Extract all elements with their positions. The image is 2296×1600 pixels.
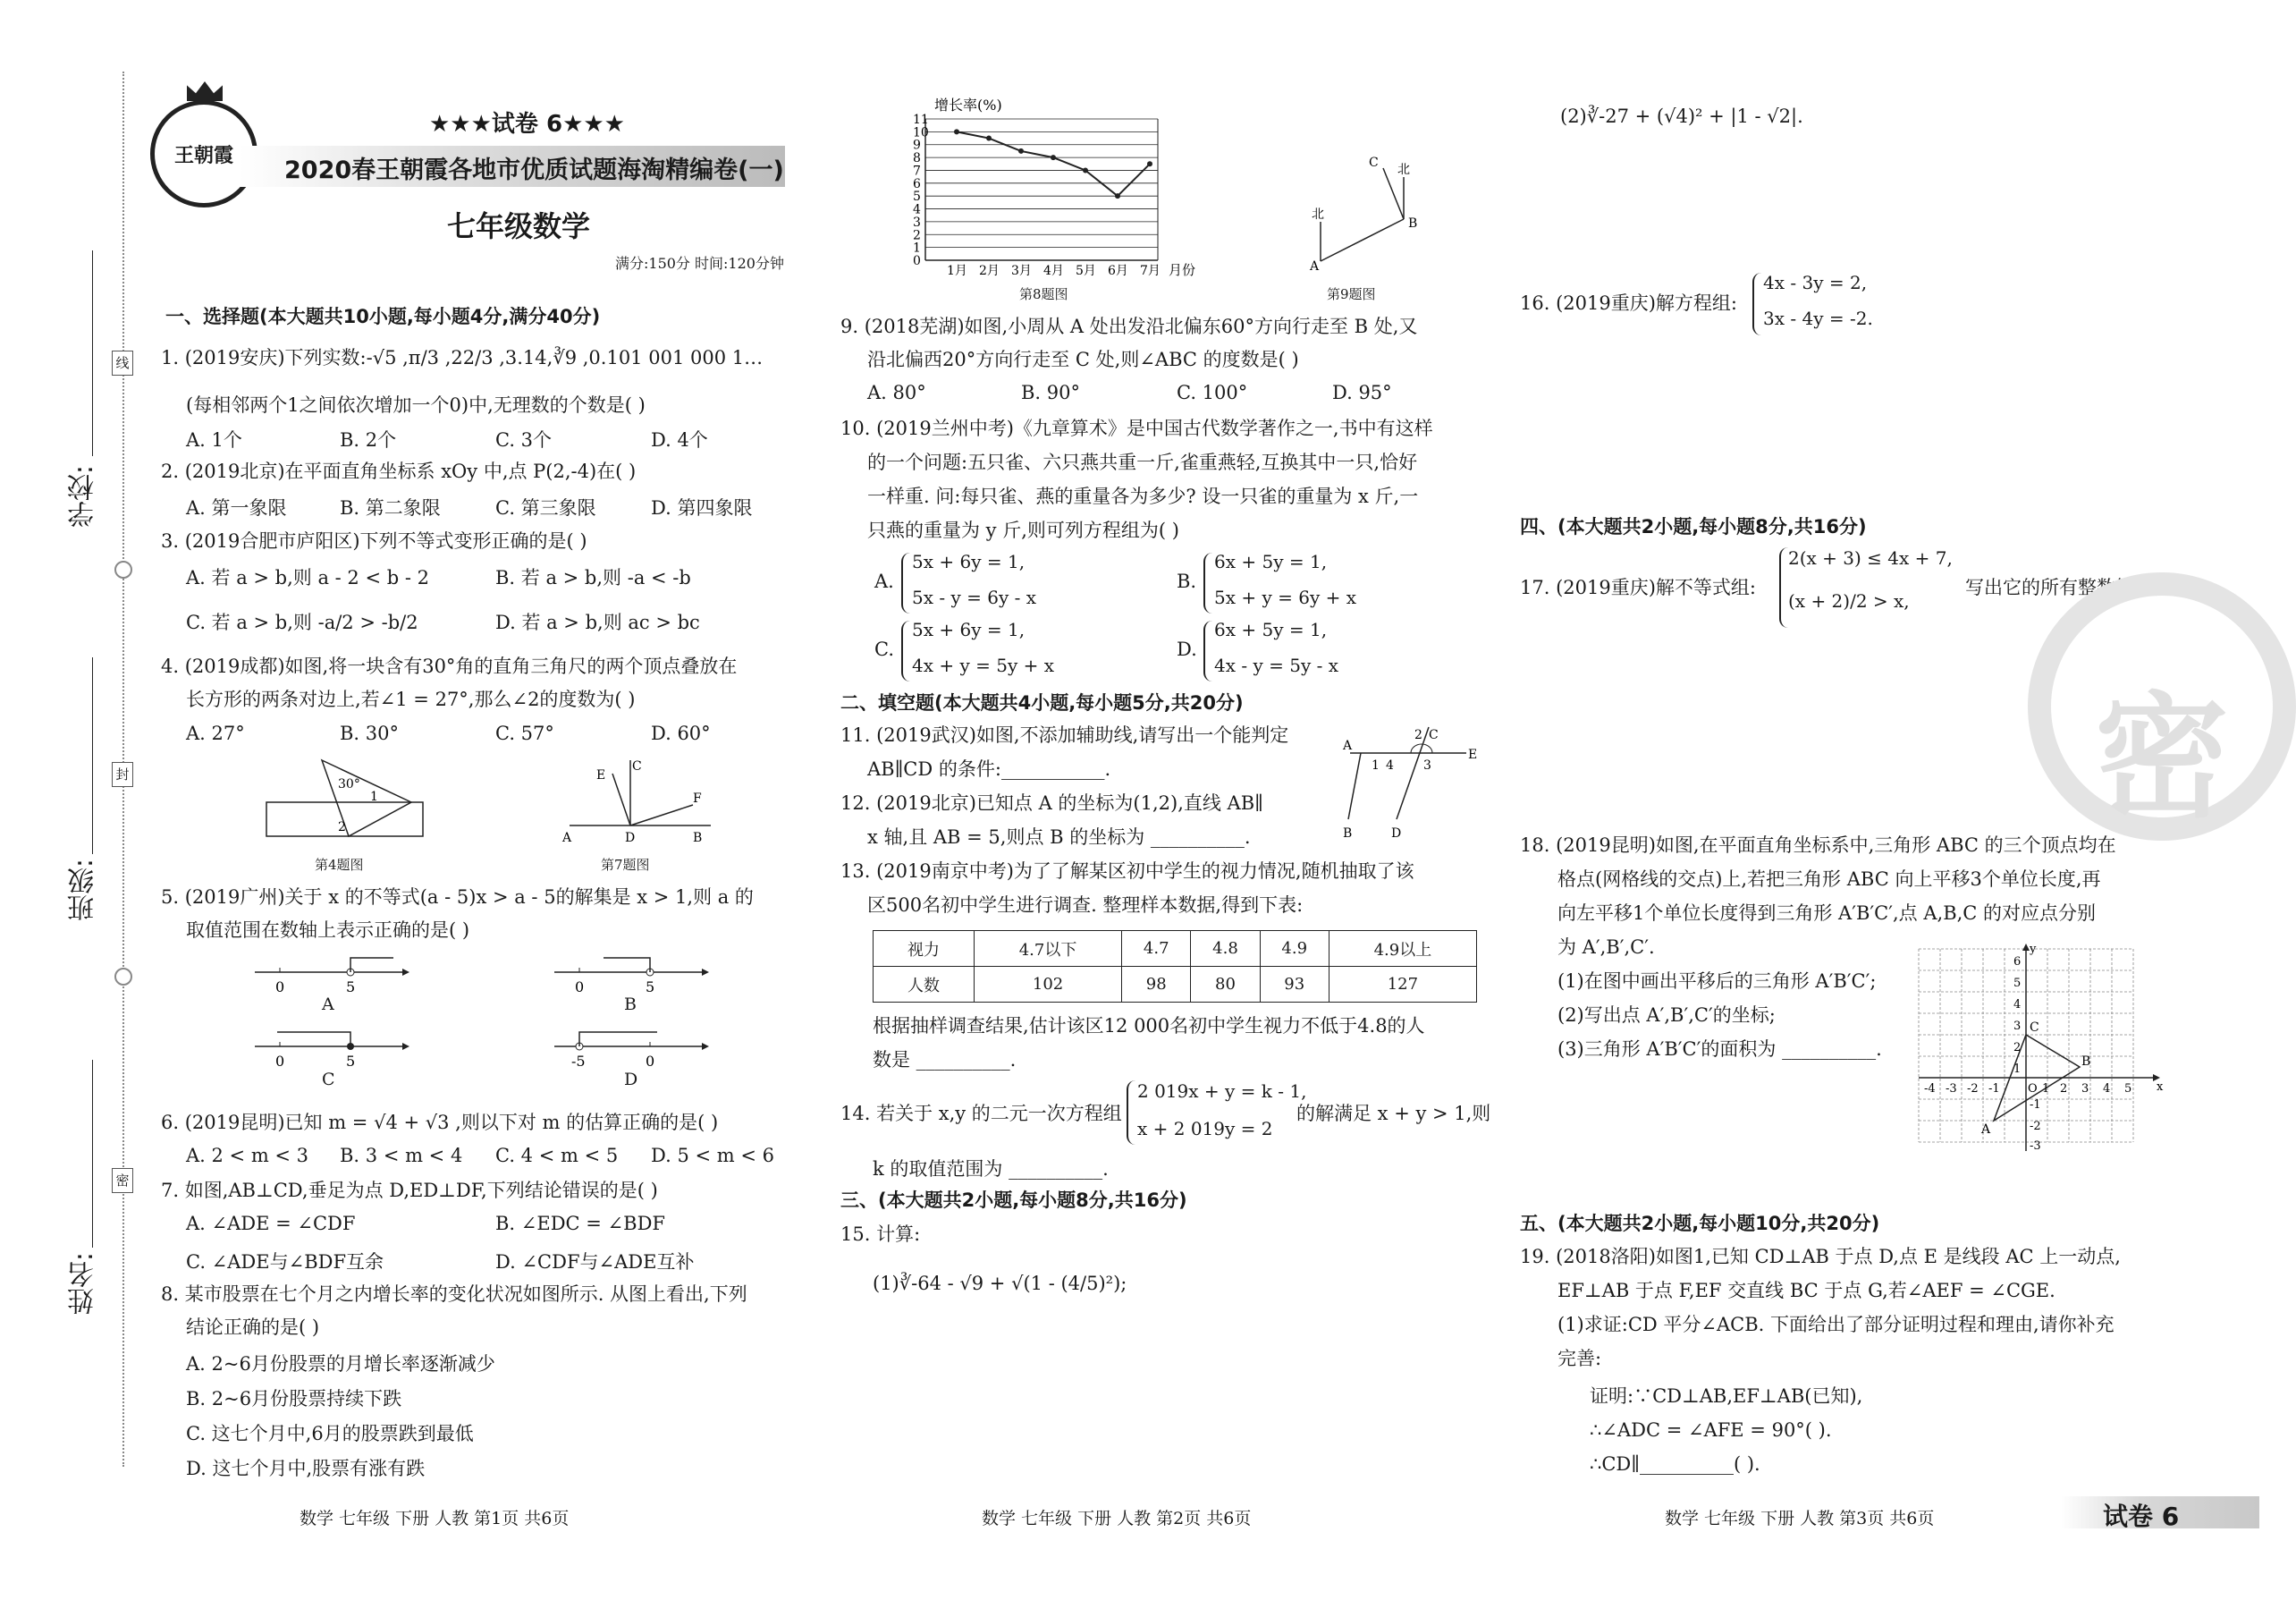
q1-option-a[interactable]: A. 1个 [186, 429, 242, 451]
footer-page-2: 数学 七年级 下册 人教 第2页 共6页 [982, 1509, 1252, 1528]
vision-table [873, 930, 1477, 1003]
q18-line4: 为 A′,B′,C′. [1557, 936, 1655, 958]
q8-option-b[interactable]: B. 2~6月份股票持续下跌 [186, 1388, 402, 1410]
numberline-b-tick-5: 5 [646, 978, 655, 995]
chart-data-point [1115, 193, 1120, 199]
numberline-c-tick-5: 5 [346, 1053, 356, 1070]
q15-line1: 15. 计算: [840, 1223, 921, 1245]
chart-ytick-label: 9 [913, 138, 921, 153]
section-2-title: 二、填空题(本大题共4小题,每小题5分,共20分) [840, 692, 1244, 714]
q5-line1: 5. (2019广州)关于 x 的不等式(a - 5)x > a - 5的解集是 x > 1,则 a 的 [161, 886, 754, 908]
svg-text:A: A [1310, 259, 1320, 274]
chart-xunit: 月份 [1169, 262, 1196, 278]
svg-text:B: B [2081, 1054, 2091, 1069]
section-3-title: 三、(本大题共2小题,每小题8分,共16分) [840, 1189, 1187, 1211]
q17-post: 写出它的所有整数解. [1965, 577, 2140, 598]
name-label: 姓名: [68, 1252, 99, 1316]
chart-xtick-label: 2月 [979, 264, 1000, 278]
q4-option-d[interactable]: D. 60° [651, 723, 711, 744]
q12-line2[interactable]: x 轴,且 AB = 5,则点 B 的坐标为 __________. [867, 826, 1251, 848]
q9-line1: 9. (2018芜湖)如图,小周从 A 处出发沿北偏东60°方向行走至 B 处,又 [840, 316, 1418, 337]
brand-logo-text: 王朝霞 [173, 144, 233, 167]
vision-table-cell: 4.7以下 [975, 931, 1122, 967]
q5-label-c[interactable]: C [322, 1070, 335, 1089]
svg-text:C: C [1369, 156, 1379, 170]
numberline-b-tick-0: 0 [575, 978, 585, 995]
figure-11 [1341, 723, 1478, 843]
hole-1 [114, 561, 132, 579]
q16-eq1: 4x - 3y = 2, [1763, 272, 1868, 293]
q10-line1: 10. (2019兰州中考)《九章算术》是中国古代数学著作之一,书中有这样 [840, 418, 1433, 439]
q18-part3[interactable]: (3)三角形 A′B′C′的面积为 __________. [1557, 1038, 1882, 1060]
q7-line1: 7. 如图,AB⊥CD,垂足为点 D,ED⊥DF,下列结论错误的是( ) [161, 1180, 658, 1201]
q2-option-d[interactable]: D. 第四象限 [651, 497, 753, 519]
figure-4 [259, 756, 429, 845]
vision-table-cell: 4.8 [1191, 931, 1260, 967]
chart-data-point [1083, 167, 1088, 173]
q19-proof3[interactable]: ∴CD∥__________( ). [1590, 1453, 1760, 1475]
svg-text:6: 6 [2013, 955, 2022, 969]
q4-line2: 长方形的两条对边上,若∠1 = 27°,那么∠2的度数为( ) [186, 689, 636, 710]
q10-option-b-label[interactable]: B. [1177, 571, 1197, 592]
svg-text:1: 1 [370, 790, 378, 804]
q10-option-c-eq2: 4x + y = 5y + x [912, 655, 1055, 676]
svg-text:-3: -3 [2030, 1139, 2041, 1153]
q6-option-b[interactable]: B. 3 < m < 4 [340, 1145, 463, 1166]
q13-line4[interactable]: 数是 __________. [873, 1049, 1017, 1071]
school-field[interactable] [92, 250, 93, 456]
q6-option-a[interactable]: A. 2 < m < 3 [186, 1145, 309, 1166]
svg-text:3: 3 [2013, 1020, 2022, 1033]
q10-option-d-label[interactable]: D. [1177, 639, 1197, 660]
svg-text:A: A [1343, 739, 1353, 753]
svg-text:4: 4 [2013, 998, 2022, 1012]
q9-option-b[interactable]: B. 90° [1021, 382, 1081, 403]
numberline-d-tick-0: 0 [646, 1053, 655, 1070]
svg-text:B: B [1408, 216, 1418, 231]
svg-text:O: O [2028, 1082, 2038, 1096]
q8-option-a[interactable]: A. 2~6月份股票的月增长率逐渐减少 [186, 1353, 495, 1375]
svg-text:4: 4 [2103, 1082, 2111, 1096]
q3-option-a[interactable]: A. 若 a > b,则 a - 2 < b - 2 [186, 567, 429, 588]
chart-series-line [957, 131, 1150, 196]
vision-table-cell: 人数 [874, 967, 975, 1003]
q19-proof1: 证明:∵CD⊥AB,EF⊥AB(已知), [1590, 1385, 1863, 1407]
q15-part2: (2)∛-27 + (√4)² + |1 - √2|. [1560, 106, 1803, 127]
subject-title: 七年级数学 [447, 209, 591, 243]
figure-7-caption: 第7题图 [601, 857, 650, 873]
corner-tag: 试卷 6 [2103, 1502, 2180, 1531]
q2-option-c[interactable]: C. 第三象限 [495, 497, 596, 519]
q19-line4: 完善: [1557, 1348, 1602, 1369]
q17-brace [1779, 547, 1788, 628]
svg-text:-1: -1 [2030, 1098, 2041, 1112]
footer-page-3: 数学 七年级 下册 人教 第3页 共6页 [1665, 1509, 1935, 1528]
q13-line2: 区500名初中学生进行调查. 整理样本数据,得到下表: [867, 894, 1304, 916]
q10-option-c-eq1: 5x + 6y = 1, [912, 619, 1026, 640]
vision-table-cell: 98 [1122, 967, 1191, 1003]
svg-text:y: y [2030, 943, 2037, 956]
q16-pre: 16. (2019重庆)解方程组: [1520, 292, 1737, 314]
chart-xtick-label: 5月 [1076, 264, 1096, 278]
numberline-d-tick-neg5: -5 [571, 1053, 586, 1070]
figure-9-caption: 第9题图 [1327, 286, 1376, 302]
section-4-title: 四、(本大题共2小题,每小题8分,共16分) [1520, 516, 1867, 538]
svg-text:5: 5 [2013, 977, 2022, 990]
svg-text:5: 5 [2124, 1082, 2132, 1096]
vision-table-header [874, 931, 1477, 967]
q14-pre: 14. 若关于 x,y 的二元一次方程组 [840, 1103, 1122, 1124]
q14-eq2: x + 2 019y = 2 [1137, 1118, 1273, 1139]
svg-text:北: 北 [1312, 207, 1324, 222]
vision-table-cell: 4.9 [1260, 931, 1329, 967]
svg-text:1: 1 [2013, 1062, 2022, 1076]
q13-line3: 根据抽样调查结果,估计该区12 000名初中学生视力不低于4.8的人 [873, 1015, 1425, 1037]
q7-option-c[interactable]: C. ∠ADE与∠BDF互余 [186, 1251, 384, 1273]
chart-ytick-label: 4 [913, 202, 921, 217]
q1-option-d[interactable]: D. 4个 [651, 429, 708, 451]
svg-text:3: 3 [2081, 1082, 2089, 1096]
figure-9 [1301, 152, 1435, 277]
q10-option-c-label[interactable]: C. [874, 639, 894, 660]
exam-meta: 满分:150分 时间:120分钟 [615, 255, 784, 272]
svg-text:E: E [1468, 748, 1478, 762]
numberline-a-tick-5: 5 [346, 978, 356, 995]
q18-line2: 格点(网格线的交点)上,若把三角形 ABC 向上平移3个单位长度,再 [1557, 868, 2101, 890]
q3-option-b[interactable]: B. 若 a > b,则 -a < -b [495, 567, 691, 588]
svg-text:-2: -2 [2030, 1120, 2041, 1133]
crown-icon [187, 81, 223, 101]
chart-ytick-label: 7 [913, 164, 921, 179]
q1-line1: 1. (2019安庆)下列实数:-√5 ,π/3 ,22/3 ,3.14,∛9 ,0.101 001 000 1… [161, 347, 764, 368]
svg-text:A: A [1981, 1122, 1991, 1137]
q10-line2: 的一个问题:五只雀、六只燕共重一斤,雀重燕轻,互换其中一只,恰好 [867, 452, 1418, 473]
q9-line2: 沿北偏西20°方向行走至 C 处,则∠ABC 的度数是( ) [867, 349, 1299, 370]
svg-text:-1: -1 [1988, 1082, 2000, 1096]
vision-table-cell: 4.9以上 [1329, 931, 1476, 967]
chart-data-point [1147, 161, 1152, 166]
svg-text:A: A [562, 831, 572, 845]
chart-data-point [986, 136, 992, 141]
svg-text:F: F [693, 792, 702, 806]
q17-pre: 17. (2019重庆)解不等式组: [1520, 577, 1756, 598]
q11-line2[interactable]: AB∥CD 的条件:___________. [867, 758, 1111, 780]
q17-eq1: 2(x + 3) ≤ 4x + 7, [1788, 547, 1953, 569]
q9-option-a[interactable]: A. 80° [867, 382, 926, 403]
q6-option-d[interactable]: D. 5 < m < 6 [651, 1145, 774, 1166]
vision-table-cell: 102 [975, 967, 1122, 1003]
chart-data-point [1018, 148, 1024, 154]
q18-part1: (1)在图中画出平移后的三角形 A′B′C′; [1557, 970, 1877, 992]
vision-table-cell: 视力 [874, 931, 975, 967]
class-label: 班级: [68, 859, 99, 922]
q1-option-b[interactable]: B. 2个 [340, 429, 397, 451]
q8-line1: 8. 某市股票在七个月之内增长率的变化状况如图所示. 从图上看出,下列 [161, 1283, 747, 1305]
chart-xtick-label: 4月 [1043, 264, 1064, 278]
svg-text:D: D [1391, 826, 1402, 841]
numberline-c-tick-0: 0 [275, 1053, 285, 1070]
chart-caption: 第8题图 [1019, 286, 1068, 302]
q7-option-a[interactable]: A. ∠ADE = ∠CDF [186, 1213, 356, 1234]
q8-option-c[interactable]: C. 这七个月中,6月的股票跌到最低 [186, 1423, 474, 1444]
chart-ytick-label: 10 [913, 125, 929, 140]
svg-text:C: C [632, 759, 642, 774]
q13-line1: 13. (2019南京中考)为了了解某区初中学生的视力情况,随机抽取了该 [840, 860, 1414, 882]
q3-option-d[interactable]: D. 若 a > b,则 ac > bc [495, 612, 700, 633]
q14-line2[interactable]: k 的取值范围为 __________. [873, 1158, 1109, 1180]
q9-option-d[interactable]: D. 95° [1332, 382, 1392, 403]
secret-watermark-text: 密 [2094, 681, 2229, 836]
vision-table-row [874, 967, 1477, 1003]
numberline-d [550, 1027, 711, 1071]
paper-tag: ★★★试卷 6★★★ [429, 111, 625, 138]
q11-line1: 11. (2019武汉)如图,不添加辅助线,请写出一个能判定 [840, 724, 1289, 746]
q10-option-d-brace [1203, 621, 1212, 681]
q10-option-d-eq1: 6x + 5y = 1, [1214, 619, 1328, 640]
numberline-b [550, 952, 711, 997]
name-field[interactable] [92, 1060, 93, 1248]
vision-table-cell: 80 [1191, 967, 1260, 1003]
svg-text:4: 4 [1386, 758, 1394, 773]
chart-ylabel: 增长率(%) [934, 97, 1002, 114]
q14-post: 的解满足 x + y > 1,则 [1296, 1103, 1491, 1124]
q7-option-b[interactable]: B. ∠EDC = ∠BDF [495, 1213, 665, 1234]
q14-brace [1127, 1080, 1135, 1145]
chart-ytick-label: 2 [913, 228, 921, 243]
vision-table-cell: 127 [1329, 967, 1476, 1003]
chart-data-point [1051, 155, 1056, 160]
q4-option-b[interactable]: B. 30° [340, 723, 400, 744]
svg-text:-2: -2 [1967, 1082, 1979, 1096]
svg-text:E: E [596, 768, 606, 783]
q2-line1: 2. (2019北京)在平面直角坐标系 xOy 中,点 P(2,-4)在( ) [161, 461, 637, 482]
svg-text:1: 1 [1372, 758, 1380, 773]
chart-ytick-label: 6 [913, 176, 921, 191]
q10-option-b-eq1: 6x + 5y = 1, [1214, 551, 1328, 572]
q10-option-c-brace [901, 621, 910, 681]
vision-table-cell: 93 [1260, 967, 1329, 1003]
q16-eq2: 3x - 4y = -2. [1763, 308, 1873, 329]
chart-ytick-label: 8 [913, 151, 921, 166]
q7-option-d[interactable]: D. ∠CDF与∠ADE互补 [495, 1251, 695, 1273]
footer-page-1: 数学 七年级 下册 人教 第1页 共6页 [300, 1509, 570, 1528]
svg-text:-4: -4 [1924, 1082, 1936, 1096]
growth-rate-chart [890, 94, 1211, 291]
q10-line4: 只燕的重量为 y 斤,则可列方程组为( ) [867, 520, 1179, 541]
svg-text:C: C [2030, 1020, 2039, 1035]
q17-eq2: (x + 2)/2 > x, [1788, 590, 1910, 612]
q1-line2: (每相邻两个1之间依次增加一个0)中,无理数的个数是( ) [186, 394, 646, 416]
q18-line3: 向左平移1个单位长度得到三角形 A′B′C′,点 A,B,C 的对应点分别 [1557, 902, 2097, 924]
svg-text:30°: 30° [338, 777, 360, 792]
chart-xtick-label: 3月 [1011, 264, 1032, 278]
series-title: 2020春王朝霞各地市优质试题海淘精编卷(一) [284, 157, 784, 184]
svg-text:D: D [625, 831, 636, 845]
chart-ytick-label: 11 [913, 113, 929, 127]
q5-label-b[interactable]: B [624, 995, 637, 1014]
secret-watermark [2028, 572, 2296, 841]
chart-xtick-label: 6月 [1108, 264, 1128, 278]
chart-xtick-label: 1月 [947, 264, 967, 278]
chart-ytick-label: 1 [913, 241, 921, 256]
svg-text:1: 1 [2042, 1082, 2050, 1096]
q3-option-c[interactable]: C. 若 a > b,则 -a/2 > -b/2 [186, 612, 418, 633]
chart-ytick-label: 0 [913, 254, 921, 268]
q4-option-c[interactable]: C. 57° [495, 723, 554, 744]
q5-line2: 取值范围在数轴上表示正确的是( ) [186, 919, 470, 941]
q2-option-b[interactable]: B. 第二象限 [340, 497, 441, 519]
q6-option-c[interactable]: C. 4 < m < 5 [495, 1145, 619, 1166]
svg-text:C: C [1429, 728, 1439, 742]
q18-part2: (2)写出点 A′,B′,C′的坐标; [1557, 1004, 1776, 1026]
q10-option-d-eq2: 4x - y = 5y - x [1214, 655, 1339, 676]
figure-7 [559, 756, 720, 845]
q5-label-a[interactable]: A [322, 995, 334, 1014]
binding-mark-secret: 密 [112, 1168, 133, 1193]
svg-text:2: 2 [2060, 1082, 2068, 1096]
q19-line1: 19. (2018洛阳)如图1,已知 CD⊥AB 于点 D,点 E 是线段 AC 上一动点, [1520, 1246, 2121, 1267]
svg-text:3: 3 [1423, 758, 1431, 773]
binding-mark-line: 线 [112, 351, 133, 376]
svg-text:x: x [2157, 1080, 2164, 1094]
q10-option-a-eq1: 5x + 6y = 1, [912, 551, 1026, 572]
q1-option-c[interactable]: C. 3个 [495, 429, 553, 451]
q10-line3: 一样重. 问:每只雀、燕的重量各为多少? 设一只雀的重量为 x 斤,一 [867, 486, 1419, 507]
q10-option-a-eq2: 5x - y = 6y - x [912, 587, 1037, 608]
hole-2 [114, 968, 132, 986]
q14-eq1: 2 019x + y = k - 1, [1137, 1080, 1307, 1102]
section-5-title: 五、(本大题共2小题,每小题10分,共20分) [1520, 1213, 1880, 1234]
figure-4-caption: 第4题图 [315, 857, 364, 873]
svg-text:-3: -3 [1946, 1082, 1957, 1096]
q2-option-a[interactable]: A. 第一象限 [186, 497, 287, 519]
q3-line1: 3. (2019合肥市庐阳区)下列不等式变形正确的是( ) [161, 530, 587, 552]
q18-line1: 18. (2019昆明)如图,在平面直角坐标系中,三角形 ABC 的三个顶点均在 [1520, 834, 2116, 856]
binding-mark-seal: 封 [112, 762, 133, 787]
numberline-a [250, 952, 411, 997]
q4-line1: 4. (2019成都)如图,将一块含有30°角的直角三角尺的两个顶点叠放在 [161, 656, 738, 677]
q19-line3: (1)求证:CD 平分∠ACB. 下面给出了部分证明过程和理由,请你补充 [1557, 1314, 2115, 1335]
svg-text:2: 2 [1414, 728, 1422, 742]
q10-option-a-brace [901, 553, 910, 614]
svg-text:B: B [693, 831, 703, 845]
q15-part1: (1)∛-64 - √9 + √(1 - (4/5)²); [873, 1273, 1127, 1294]
q6-line1: 6. (2019昆明)已知 m = √4 + √3 ,则以下对 m 的估算正确的是( ) [161, 1112, 719, 1133]
svg-text:2: 2 [2013, 1041, 2022, 1054]
q5-label-d[interactable]: D [624, 1070, 638, 1089]
q10-option-b-eq2: 5x + y = 6y + x [1214, 587, 1357, 608]
q10-option-b-brace [1203, 553, 1212, 614]
q4-option-a[interactable]: A. 27° [186, 723, 245, 744]
chart-ytick-label: 3 [913, 215, 921, 230]
q19-proof2[interactable]: ∴∠ADC = ∠AFE = 90°( ). [1590, 1419, 1832, 1441]
q19-line2: EF⊥AB 于点 F,EF 交直线 BC 于点 G,若∠AEF = ∠CGE. [1557, 1280, 2055, 1301]
numberline-c [250, 1027, 411, 1071]
chart-data-point [954, 129, 959, 134]
q10-option-a-label[interactable]: A. [874, 571, 894, 592]
section-1-title: 一、选择题(本大题共10小题,每小题4分,满分40分) [165, 306, 601, 327]
class-field[interactable] [92, 657, 93, 854]
chart-xtick-label: 7月 [1140, 264, 1161, 278]
numberline-a-tick-0: 0 [275, 978, 285, 995]
q9-option-c[interactable]: C. 100° [1177, 382, 1248, 403]
q12-line1: 12. (2019北京)已知点 A 的坐标为(1,2),直线 AB∥ [840, 792, 1263, 814]
svg-text:2: 2 [338, 820, 346, 834]
coordinate-grid [1913, 944, 2164, 1154]
svg-text:B: B [1343, 826, 1353, 841]
vision-table-cell: 4.7 [1122, 931, 1191, 967]
q16-brace [1752, 273, 1761, 335]
chart-ytick-label: 5 [913, 190, 921, 205]
q8-line2: 结论正确的是( ) [186, 1316, 320, 1338]
q8-option-d[interactable]: D. 这七个月中,股票有涨有跌 [186, 1458, 426, 1479]
school-label: 学校: [68, 465, 99, 529]
svg-text:北: 北 [1397, 163, 1410, 177]
